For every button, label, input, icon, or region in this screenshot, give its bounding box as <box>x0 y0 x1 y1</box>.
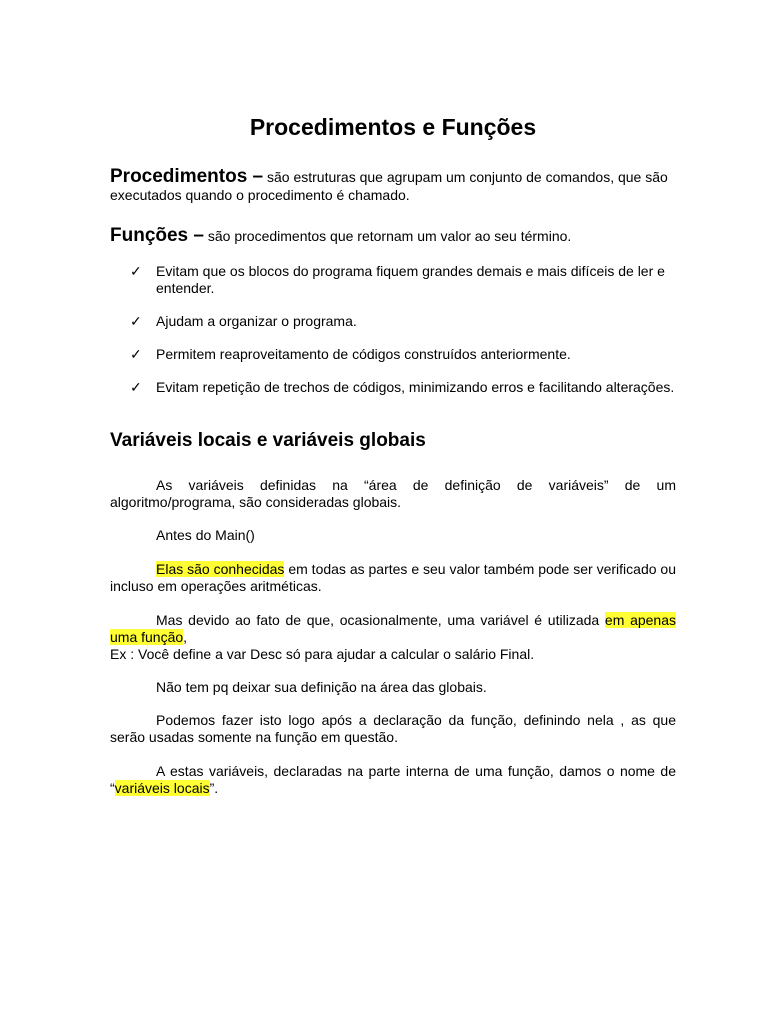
definition-procedimentos <box>110 168 680 204</box>
highlighted-text: variáveis locais <box>114 780 210 796</box>
list-item-text: Evitam repetição de trechos de códigos, minimizando erros e facilitando alterações. <box>156 379 675 395</box>
paragraph-one-function <box>110 612 676 663</box>
list-item <box>130 379 675 396</box>
paragraph-declaration: Podemos fazer isto logo após a declaração da função, definindo nela , as que serão usadas somente na função em questão. <box>110 712 676 745</box>
list-item <box>130 346 675 363</box>
paragraph-text: A estas variáveis, declaradas na parte interna de uma função, damos o nome de “ <box>110 763 676 796</box>
definition-term: Funções – <box>110 225 204 246</box>
page-title: Procedimentos e Funções <box>249 114 537 140</box>
paragraph-globals: As variáveis definidas na “área de definição de variáveis” de um algoritmo/programa, são consideradas globais. <box>110 477 676 510</box>
list-item <box>130 313 675 330</box>
checkmark-icon: ✓ <box>130 263 142 279</box>
list-item-text: Ajudam a organizar o programa. <box>156 313 357 329</box>
paragraph-text: em todas as partes e seu valor também pode ser verificado ou incluso em operações aritméticas. <box>110 561 676 594</box>
paragraph-text: Mas devido ao fato de que, ocasionalmente, uma variável é utilizada <box>156 612 605 628</box>
paragraph-known <box>110 561 676 595</box>
paragraph-text: ”. <box>209 780 219 796</box>
definition-text: são procedimentos que retornam um valor ao seu término. <box>203 228 572 244</box>
definition-funcoes <box>110 227 680 245</box>
paragraph-main: Antes do Main() <box>156 527 255 543</box>
paragraph-no-reason: Não tem pq deixar sua definição na área das globais. <box>156 679 487 695</box>
definition-term: Procedimentos – <box>110 166 264 187</box>
paragraph-local-vars <box>110 763 676 797</box>
paragraph-example: Ex : Você define a var Desc só para ajudar a calcular o salário Final. <box>110 646 535 662</box>
section-title: Variáveis locais e variáveis globais <box>110 430 426 451</box>
paragraph-text: , <box>183 629 188 645</box>
checkmark-icon: ✓ <box>130 313 142 329</box>
checkmark-icon: ✓ <box>130 346 142 362</box>
advantages-list <box>130 263 675 412</box>
list-item-text: Evitam que os blocos do programa fiquem grandes demais e mais difíceis de ler e entender. <box>156 263 665 296</box>
highlighted-text: Elas são conhecidas <box>156 561 285 577</box>
highlighted-text: em apenas uma função <box>110 612 677 645</box>
list-item <box>130 263 675 297</box>
list-item-text: Permitem reaproveitamento de códigos construídos anteriormente. <box>156 346 571 362</box>
checkmark-icon: ✓ <box>130 379 142 395</box>
definition-text: são estruturas que agrupam um conjunto de comandos, que são executados quando o procedimento é chamado. <box>110 169 668 203</box>
